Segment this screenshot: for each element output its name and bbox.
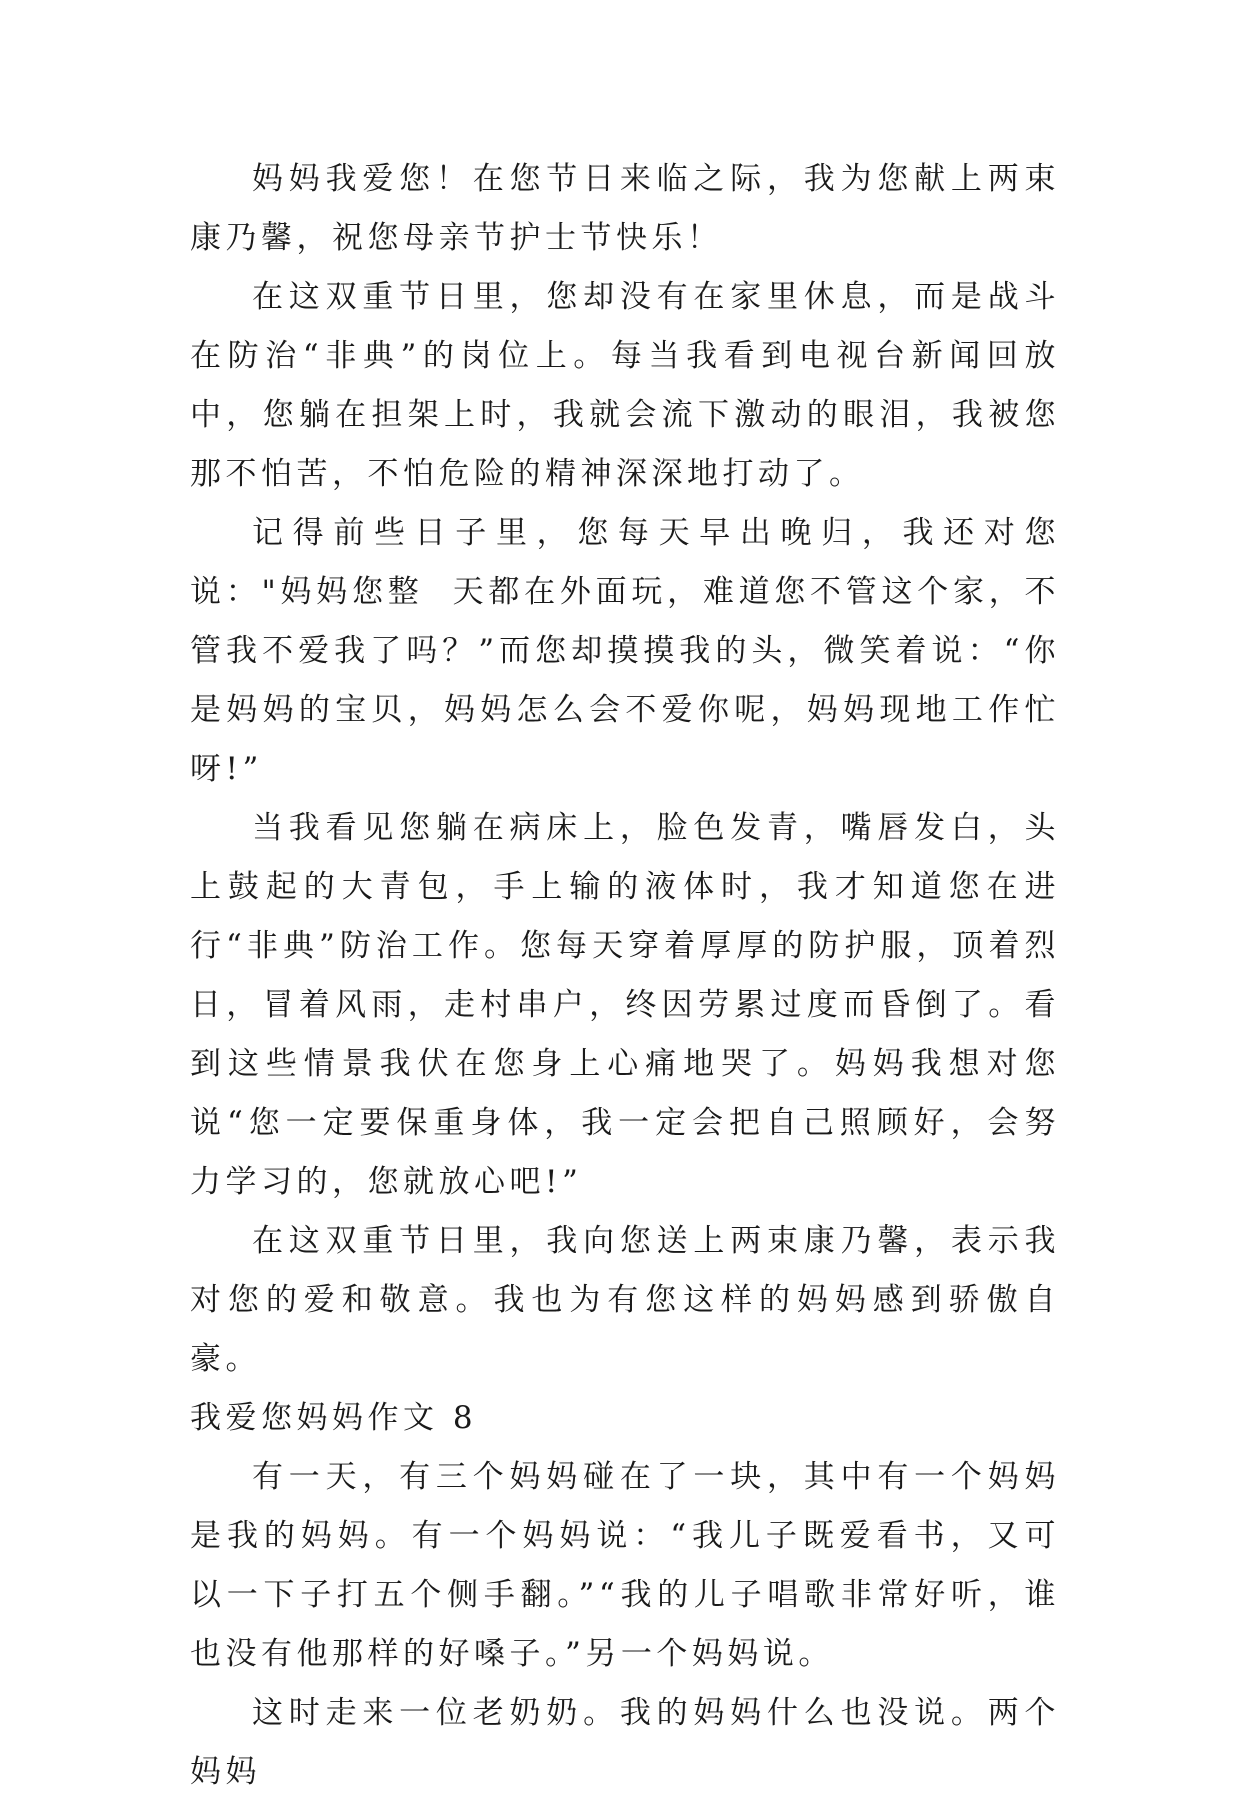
paragraph-2: 在这双重节日里，您却没有在家里休息，而是战斗在防治“非典”的岗位上。每当我看到电视台新闻回放中，您躺在担架上时，我就会流下激动的眼泪，我被您那不怕苦，不怕危险的精神深深地打动了。 [190,279,1060,492]
section-heading: 我爱您妈妈作文 8 [190,1400,478,1436]
paragraph-1: 妈妈我爱您！在您节日来临之际，我为您献上两束康乃馨，祝您母亲节护士节快乐！ [190,161,1060,256]
paragraph-3: 记得前些日子里，您每天早出晚归，我还对您说："妈妈您整 天都在外面玩，难道您不管这个家，不管我不爱我了吗？”而您却摸摸我的头，微笑着说：“你是妈妈的宝贝，妈妈怎么会不爱你呢，妈妈现地工作忙呀!” [190,515,1060,787]
paragraph-4: 当我看见您躺在病床上，脸色发青，嘴唇发白，头上鼓起的大青包，手上输的液体时，我才知道您在进行“非典”防治工作。您每天穿着厚厚的防护服，顶着烈日，冒着风雨，走村串户，终因劳累过度而昏倒了。看到这些情景我伏在您身上心痛地哭了。妈妈我想对您说“您一定要保重身体，我一定会把自己照顾好，会努力学习的，您就放心吧!” [190,810,1060,1200]
paragraph-5: 在这双重节日里，我向您送上两束康乃馨，表示我对您的爱和敬意。我也为有您这样的妈妈感到骄傲自豪。 [190,1223,1060,1377]
paragraph-6: 有一天，有三个妈妈碰在了一块，其中有一个妈妈是我的妈妈。有一个妈妈说：“我儿子既爱看书，又可以一下子打五个侧手翻。”“我的儿子唱歌非常好听，谁也没有他那样的好嗓子。”另一个妈妈说。 [190,1459,1060,1672]
paragraph-7: 这时走来一位老奶奶。我的妈妈什么也没说。两个妈妈 [190,1695,1060,1790]
document-body [190,150,1060,1802]
